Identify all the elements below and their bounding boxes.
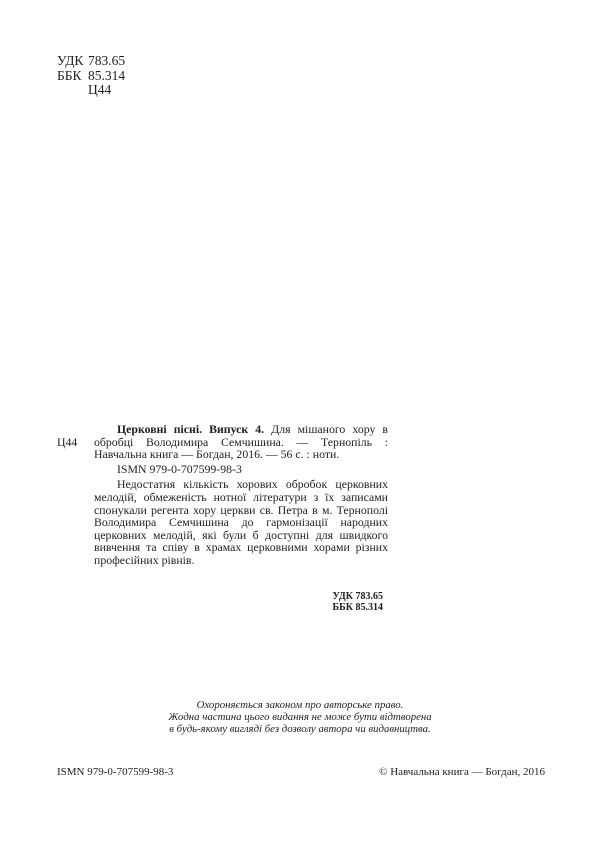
- copyright-notice-line1: Охороняється законом про авторське право.: [196, 699, 404, 711]
- author-sign: Ц44: [88, 82, 112, 97]
- margin-author-sign: Ц44: [57, 435, 78, 449]
- bbk-label: ББК: [57, 67, 82, 83]
- bibliographic-description: Для мішаного хору в обробці Володимира Семчишина. — Тернопіль : Навчальна книга — Богдан, 2016. — 56 с. : ноти.: [94, 422, 389, 462]
- ismn-number: ISMN 979-0-707599-98-3: [117, 461, 242, 476]
- bibliographic-entry: [94, 423, 388, 461]
- annotation-text: Недостатня кількість хорових обробок церковних мелодій, обмеженість нотної літератури з їх записами спонукали регента хору церкви св. Петра в м. Тернополі Володимира Семчишина до гармонізації народних церковних мелодій, які були б доступні для швидкого вивчення та співу в храмах церковними хорами різних професійних рівнів.: [94, 477, 388, 567]
- bbk-value: 85.314: [88, 67, 126, 83]
- udk-code-bold: УДК 783.65: [332, 590, 383, 602]
- bbk-code-bold: ББК 85.314: [332, 602, 383, 614]
- copyright-notice-line3: в будь-якому вигляді без дозволу автора чи видавництва.: [169, 723, 431, 735]
- classification-block: [57, 54, 125, 98]
- catalog-card: [57, 422, 389, 614]
- footer-row: [57, 766, 545, 778]
- copyright-notice-line2: Жодна частина цього видання не може бути відтворена: [168, 711, 432, 723]
- udk-value: 783.65: [88, 53, 126, 68]
- copyright-notice: [0, 699, 600, 735]
- classification-codes-right: [94, 591, 388, 614]
- book-title: Церковні пісні. Випуск 4.: [117, 422, 265, 436]
- footer-publisher-copyright: © Навчальна книга — Богдан, 2016: [379, 766, 545, 778]
- udk-label: УДК: [57, 53, 84, 68]
- footer-ismn: ISMN 979-0-707599-98-3: [57, 766, 174, 778]
